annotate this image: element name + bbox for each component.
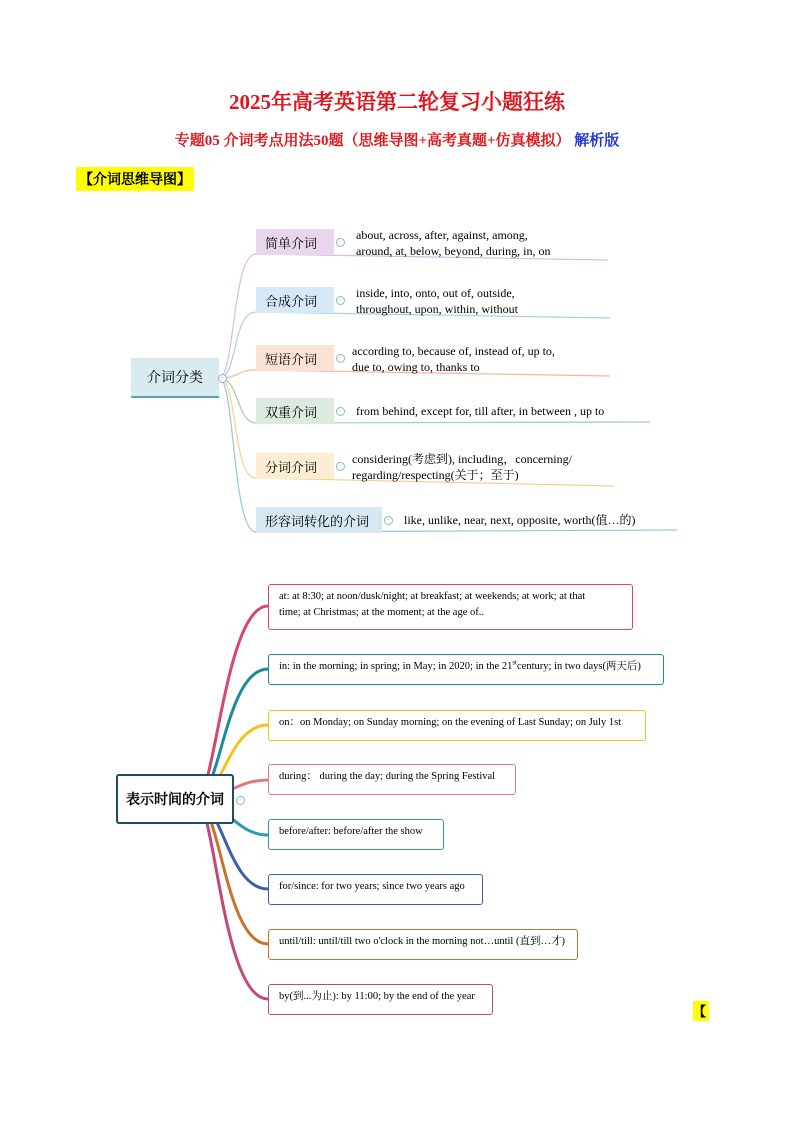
mindmap1-examples (352, 451, 572, 483)
time-preposition-box (268, 819, 444, 850)
mindmap1-category: 形容词转化的介词 (256, 507, 382, 533)
collapse-icon[interactable]: − (384, 516, 393, 525)
mindmap1-examples (404, 512, 635, 528)
collapse-icon[interactable]: − (218, 374, 227, 383)
mindmap1-category: 合成介词 (256, 287, 334, 313)
box-text: on：on Monday; on Sunday morning; on the evening of Last Sunday; on July 1st (279, 717, 622, 728)
examples-line: like, unlike, near, next, opposite, worth(值…的) (404, 513, 636, 527)
mindmap1-root: 介词分类 (131, 358, 219, 398)
mindmap1-category: 双重介词 (256, 398, 334, 424)
box-text: before/after: before/after the show (279, 826, 423, 837)
box-text: in: in the morning; in spring; in May; in 2020; in the 21 (279, 661, 513, 672)
mindmap2-root: 表示时间的介词 (116, 774, 234, 824)
box-text: until/till: until/till two o'clock in the morning not…until (直到…才) (279, 936, 565, 947)
collapse-icon[interactable]: − (336, 238, 345, 247)
page-title: 2025年高考英语第二轮复习小题狂练 (229, 90, 565, 114)
mindmap1-examples (356, 227, 551, 259)
examples-line: throughout, upon, within, without (356, 302, 518, 316)
examples-line: according to, because of, instead of, up to, (352, 344, 555, 358)
time-preposition-box (268, 984, 493, 1015)
superscript: st (512, 658, 517, 667)
examples-line: around, at, below, beyond, during, in, on (356, 244, 551, 258)
examples-line: regarding/respecting(关于；至于) (352, 468, 519, 482)
mindmap1-category: 分词介词 (256, 453, 334, 479)
time-preposition-box (268, 764, 516, 795)
section-tag: 【介词思维导图】 (76, 167, 194, 191)
box-text: for/since: for two years; since two years ago (279, 881, 465, 892)
time-preposition-box (268, 874, 483, 905)
box-text: during： during the day; during the Spring Festival (279, 771, 496, 782)
time-preposition-box (268, 654, 664, 685)
collapse-icon[interactable]: − (336, 354, 345, 363)
examples-line: about, across, after, against, among, (356, 228, 528, 242)
mindmap1-category: 简单介词 (256, 229, 334, 255)
examples-line: inside, into, onto, out of, outside, (356, 286, 515, 300)
collapse-icon[interactable]: − (336, 296, 345, 305)
time-preposition-box (268, 929, 578, 960)
box-text: century; in two days(两天后) (517, 661, 641, 672)
mindmap1-examples (356, 285, 518, 317)
time-preposition-box (268, 710, 646, 741)
mindmap1-examples (356, 403, 604, 419)
collapse-icon[interactable]: − (336, 462, 345, 471)
time-preposition-box (268, 584, 633, 630)
box-text: by(到...为止): by 11:00; by the end of the year (279, 991, 475, 1002)
examples-line: considering(考虑到), including，concerning/ (352, 452, 572, 466)
subtitle-tag: 解析版 (574, 133, 620, 149)
collapse-icon[interactable]: − (236, 796, 245, 805)
corner-tag: 【 (693, 1001, 709, 1021)
mindmap1-category: 短语介词 (256, 345, 334, 371)
subtitle-main: 专题05 介词考点用法50题（思维导图+高考真题+仿真模拟） (174, 133, 571, 149)
mindmap1-examples (352, 343, 555, 375)
collapse-icon[interactable]: − (336, 407, 345, 416)
examples-line: from behind, except for, till after, in between , up to (356, 404, 605, 418)
examples-line: due to, owing to, thanks to (352, 360, 480, 374)
box-text: time; at Christmas; at the moment; at the age of.. (279, 607, 484, 618)
box-text: at: at 8:30; at noon/dusk/night; at breakfast; at weekends; at work; at that (279, 591, 586, 602)
